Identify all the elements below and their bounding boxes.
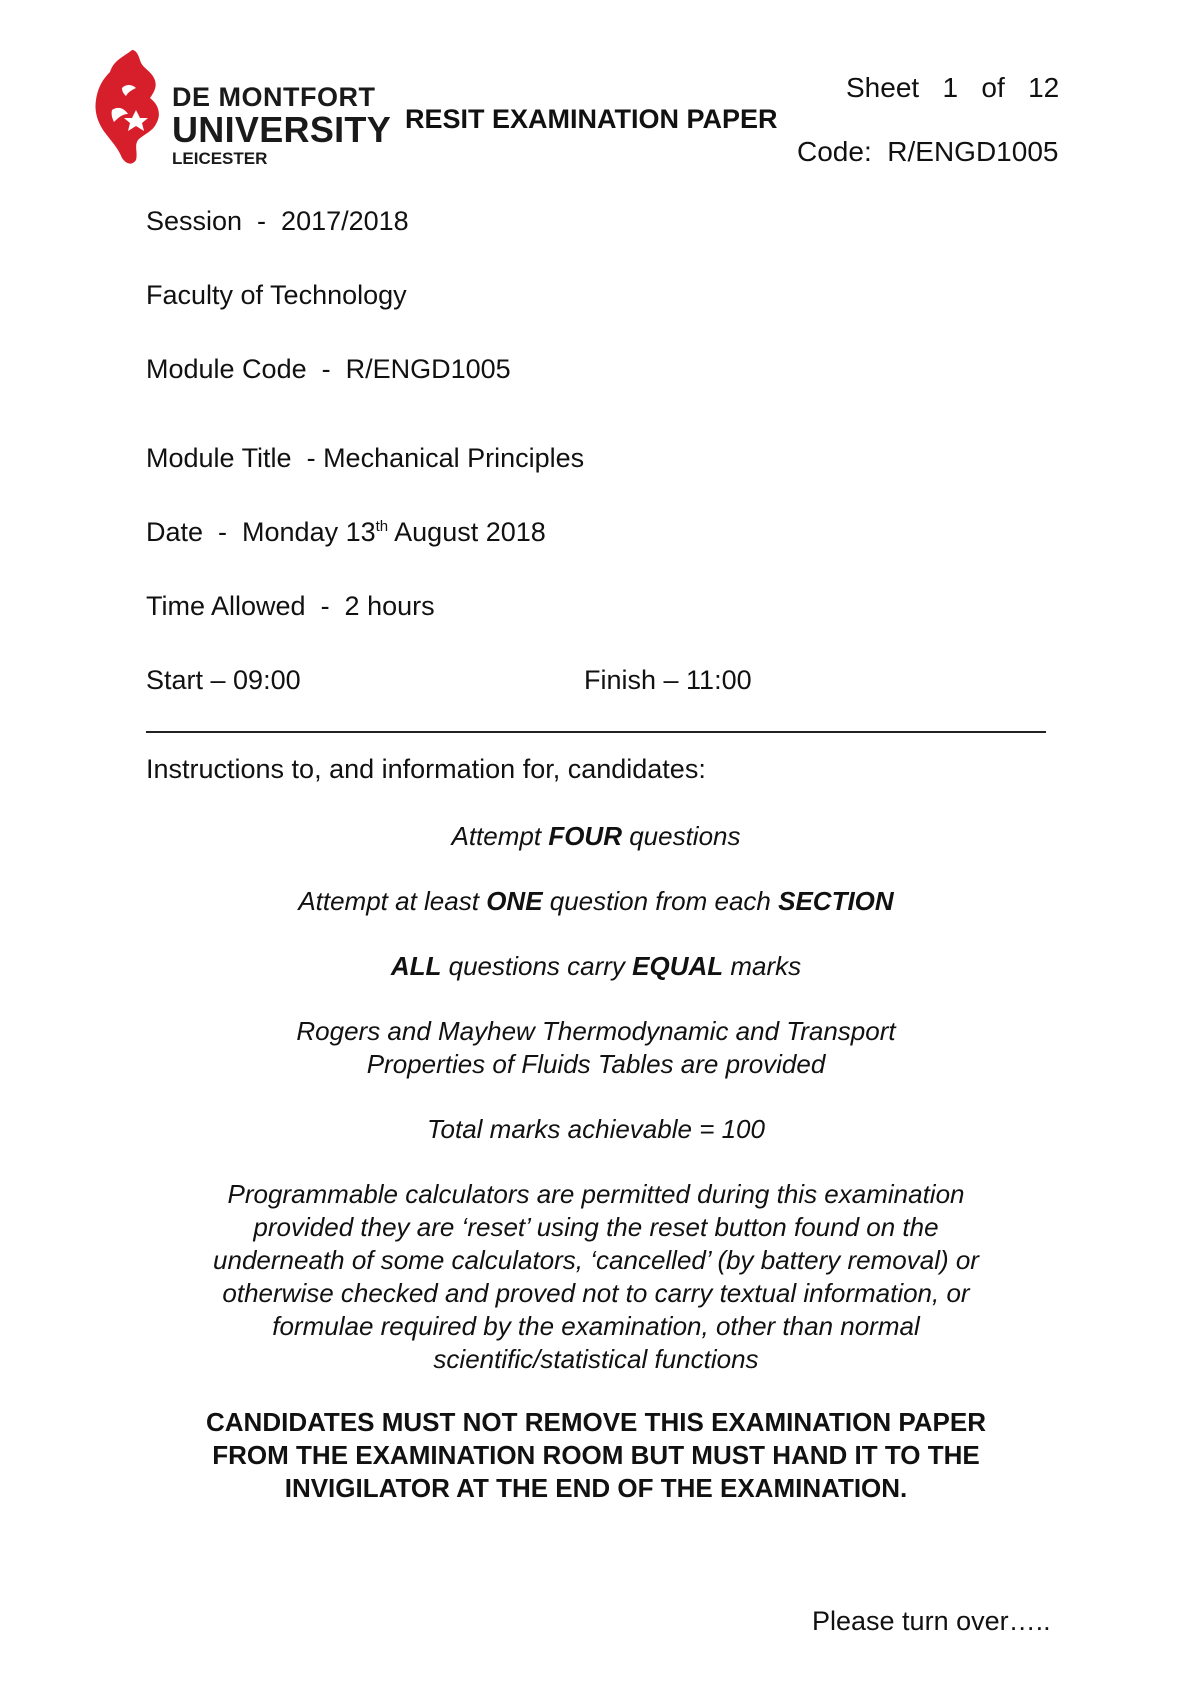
marks-bold-2: EQUAL xyxy=(632,951,724,981)
instruction-attempt xyxy=(146,820,1046,853)
least-pre: Attempt at least xyxy=(298,886,487,916)
logo-line-2: UNIVERSITY xyxy=(172,109,392,150)
paper-title: RESIT EXAMINATION PAPER xyxy=(405,104,778,134)
time-allowed-field: Time Allowed - 2 hours xyxy=(146,591,435,621)
university-logo xyxy=(92,48,392,168)
warning-line: INVIGILATOR AT THE END OF THE EXAMINATION. xyxy=(284,1473,908,1503)
instruction-calculators xyxy=(146,1178,1046,1376)
logo-wordmark xyxy=(172,84,391,167)
calc-line: scientific/statistical functions xyxy=(433,1344,759,1374)
marks-mid: questions carry xyxy=(441,951,633,981)
sheet-number: Sheet 1 of 12 xyxy=(846,72,1060,103)
instruction-marks xyxy=(146,950,1046,983)
session-field: Session - 2017/2018 xyxy=(146,206,409,236)
module-title-field: Module Title - Mechanical Principles xyxy=(146,443,585,473)
calc-line: provided they are ‘reset’ using the reset button found on the xyxy=(253,1212,939,1242)
marks-post: marks xyxy=(723,951,802,981)
calc-line: underneath of some calculators, ‘cancelled’ (by battery removal) or xyxy=(213,1245,979,1275)
logo-line-1: DE MONTFORT xyxy=(172,82,376,112)
date-suffix: August 2018 xyxy=(388,517,546,547)
divider-line xyxy=(146,731,1046,733)
exam-warning xyxy=(146,1406,1046,1505)
least-mid: question from each xyxy=(542,886,779,916)
attempt-pre: Attempt xyxy=(451,821,549,851)
marks-bold-1: ALL xyxy=(390,951,442,981)
paper-code: Code: R/ENGD1005 xyxy=(797,136,1059,167)
least-bold-1: ONE xyxy=(486,886,543,916)
calc-line: formulae required by the examination, other than normal xyxy=(272,1311,920,1341)
warning-line: FROM THE EXAMINATION ROOM BUT MUST HAND IT TO THE xyxy=(212,1440,980,1470)
date-field xyxy=(146,517,546,548)
instruction-tables xyxy=(146,1015,1046,1081)
finish-time: Finish – 11:00 xyxy=(584,665,752,695)
date-ordinal: th xyxy=(375,518,389,535)
calc-line: otherwise checked and proved not to carry textual information, or xyxy=(222,1278,970,1308)
warning-line: CANDIDATES MUST NOT REMOVE THIS EXAMINATION PAPER xyxy=(205,1407,987,1437)
instructions-heading: Instructions to, and information for, candidates: xyxy=(146,754,706,784)
instruction-total: Total marks achievable = 100 xyxy=(427,1114,765,1144)
attempt-post: questions xyxy=(621,821,741,851)
least-bold-2: SECTION xyxy=(778,886,894,916)
date-prefix: Date - Monday 13 xyxy=(146,517,376,547)
start-time: Start – 09:00 xyxy=(146,665,301,695)
lion-emblem-icon xyxy=(92,48,172,166)
faculty-field: Faculty of Technology xyxy=(146,280,407,310)
turn-over-note: Please turn over….. xyxy=(812,1606,1051,1636)
instruction-least xyxy=(146,885,1046,918)
attempt-bold: FOUR xyxy=(548,821,622,851)
calc-line: Programmable calculators are permitted during this examination xyxy=(227,1179,965,1209)
tables-line-2: Properties of Fluids Tables are provided xyxy=(366,1049,826,1079)
tables-line-1: Rogers and Mayhew Thermodynamic and Transport xyxy=(296,1016,896,1046)
module-code-field: Module Code - R/ENGD1005 xyxy=(146,354,511,384)
logo-line-3: LEICESTER xyxy=(172,149,268,168)
